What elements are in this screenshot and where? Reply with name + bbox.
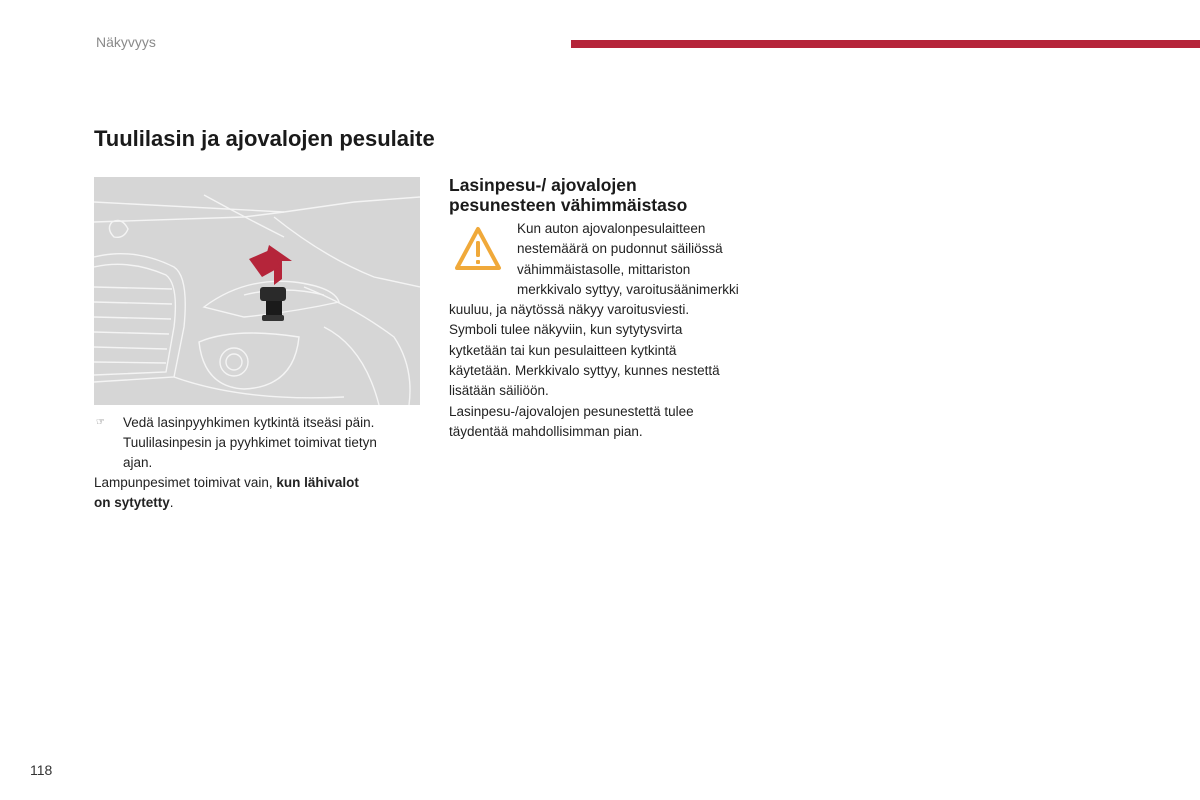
- text-line: Symboli tulee näkyviin, kun sytytysvirta: [449, 322, 683, 338]
- text-line: kytketään tai kun pesulaitteen kytkintä: [449, 342, 677, 358]
- fluid-level-subtitle: Lasinpesu-/ ajovalojen pesunesteen vähimmäistaso: [449, 175, 688, 215]
- instruction-bullet: [94, 413, 424, 473]
- car-front-washer-lever-illustration: [94, 177, 420, 405]
- text-line: lisätään säiliöön.: [449, 383, 549, 399]
- text-line: täydentää mahdollisimman pian.: [449, 423, 643, 439]
- text-line: Lasinpesu-/ajovalojen pesunestettä tulee: [449, 403, 694, 419]
- bullet-line: Tuulilasinpesin ja pyyhkimet toimivat tietyn: [123, 435, 377, 450]
- instructions-column: [94, 413, 424, 513]
- text-line: kuuluu, ja näytössä näkyy varoitusviesti.: [449, 302, 690, 318]
- headlamp-washer-note: Lampunpesimet toimivat vain, kun lähivalot on sytytetty.: [94, 475, 359, 510]
- text-line: nestemäärä on pudonnut säiliössä: [517, 241, 723, 257]
- page-number: 118: [30, 762, 53, 778]
- note-emphasis: kun lähivalot: [276, 475, 359, 490]
- bullet-line: ajan.: [123, 455, 153, 470]
- text-line: Kun auton ajovalonpesulaitteen: [517, 221, 706, 236]
- text-line: vähimmäistasolle, mittariston: [517, 261, 691, 277]
- pointing-hand-icon: ☞: [96, 417, 105, 428]
- text-line: merkkivalo syttyy, varoitusäänimerkki: [517, 281, 739, 297]
- text-line: käytetään. Merkkivalo syttyy, kunnes nestettä: [449, 363, 720, 379]
- bullet-line: Vedä lasinpyyhkimen kytkintä itseäsi päin.: [123, 415, 375, 430]
- page-title: Tuulilasin ja ajovalojen pesulaite: [94, 126, 435, 151]
- note-emphasis: on sytytetty: [94, 495, 170, 510]
- section-label: Näkyvyys: [96, 34, 156, 50]
- header-accent-bar: [571, 40, 1200, 48]
- fluid-level-text: [449, 219, 779, 442]
